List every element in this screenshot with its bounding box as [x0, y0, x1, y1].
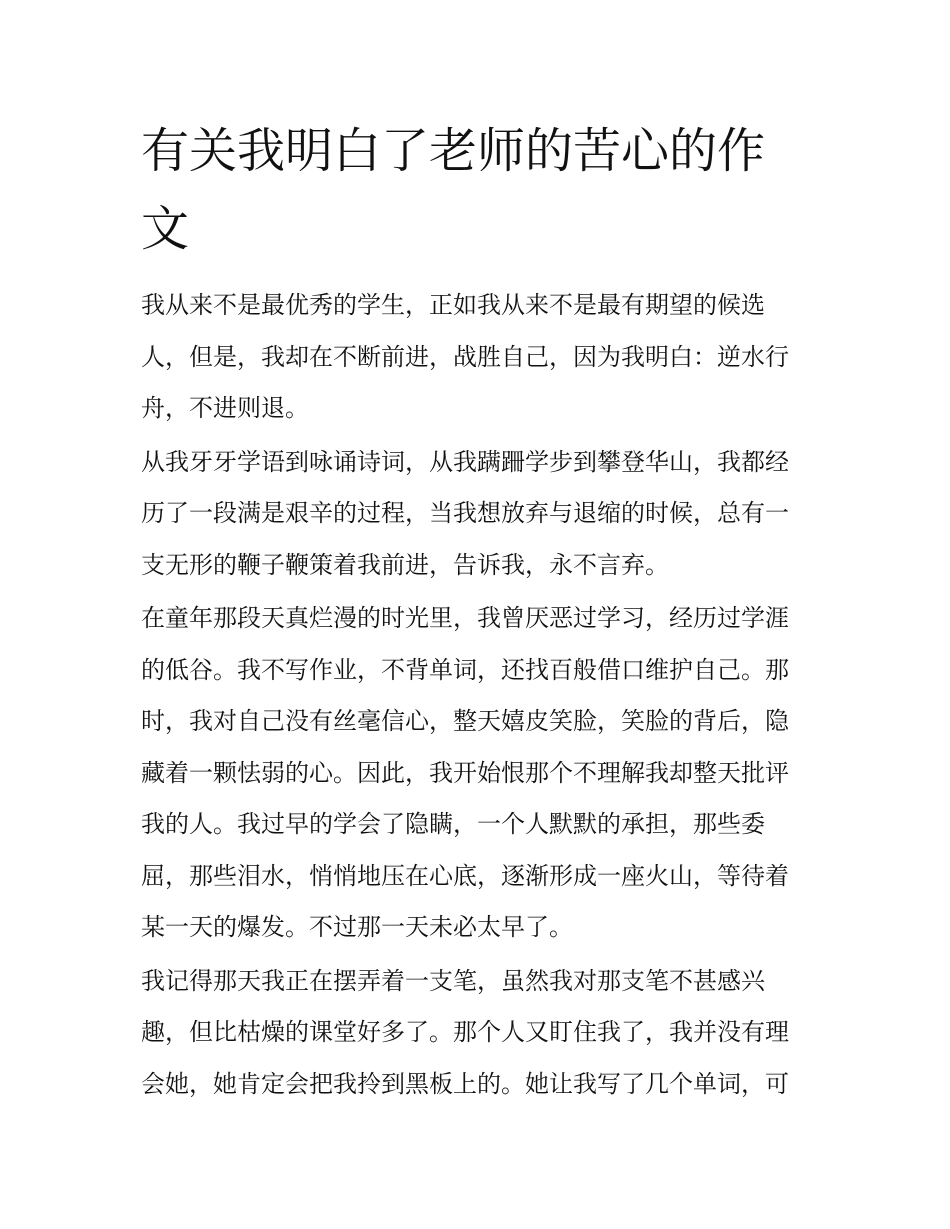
text-line: 在童年那段天真烂漫的时光里，我曾厌恶过学习，经历过学涯: [141, 604, 789, 632]
text-line: 人，但是，我却在不断前进，战胜自己，因为我明白：逆水行: [141, 342, 789, 371]
document-title: [141, 112, 813, 268]
paragraph: [141, 956, 813, 1111]
paragraph: [141, 593, 813, 954]
document-body: [141, 280, 813, 1110]
text-line: 我的人。我过早的学会了隐瞒，一个人默默的承担，那些委: [141, 810, 765, 838]
text-line: 我从来不是最优秀的学生，正如我从来不是最有期望的候选: [141, 291, 765, 319]
text-line: 屈，那些泪水，悄悄地压在心底，逐渐形成一座火山，等待着: [141, 861, 789, 890]
paragraph: [141, 437, 813, 592]
text-line: 我记得那天我正在摆弄着一支笔，虽然我对那支笔不甚感兴: [141, 966, 765, 995]
title-line: 有关我明白了老师的苦心的作: [141, 123, 766, 179]
text-line: 历了一段满是艰辛的过程，当我想放弃与退缩的时候，总有一: [141, 499, 789, 527]
text-line: 某一天的爆发。不过那一天未必太早了。: [141, 913, 573, 941]
title-line: 文: [141, 201, 190, 257]
text-line: 从我牙牙学语到咏诵诗词，从我蹒跚学步到攀登华山，我都经: [141, 447, 789, 476]
text-line: 的低谷。我不写作业，不背单词，还找百般借口维护自己。那: [141, 655, 789, 684]
text-line: 舟，不进则退。: [141, 394, 309, 422]
text-line: 支无形的鞭子鞭策着我前进，告诉我，永不言弃。: [141, 550, 669, 579]
text-line: 时，我对自己没有丝毫信心，整天嬉皮笑脸，笑脸的背后，隐: [141, 707, 789, 735]
paragraph: [141, 280, 813, 435]
text-line: 趣，但比枯燥的课堂好多了。那个人又盯住我了，我并没有理: [141, 1018, 789, 1046]
text-line: 会她，她肯定会把我拎到黑板上的。她让我写了几个单词，可: [141, 1069, 789, 1098]
document-content: [141, 112, 813, 1112]
text-line: 藏着一颗怯弱的心。因此，我开始恨那个不理解我却整天批评: [141, 758, 789, 787]
